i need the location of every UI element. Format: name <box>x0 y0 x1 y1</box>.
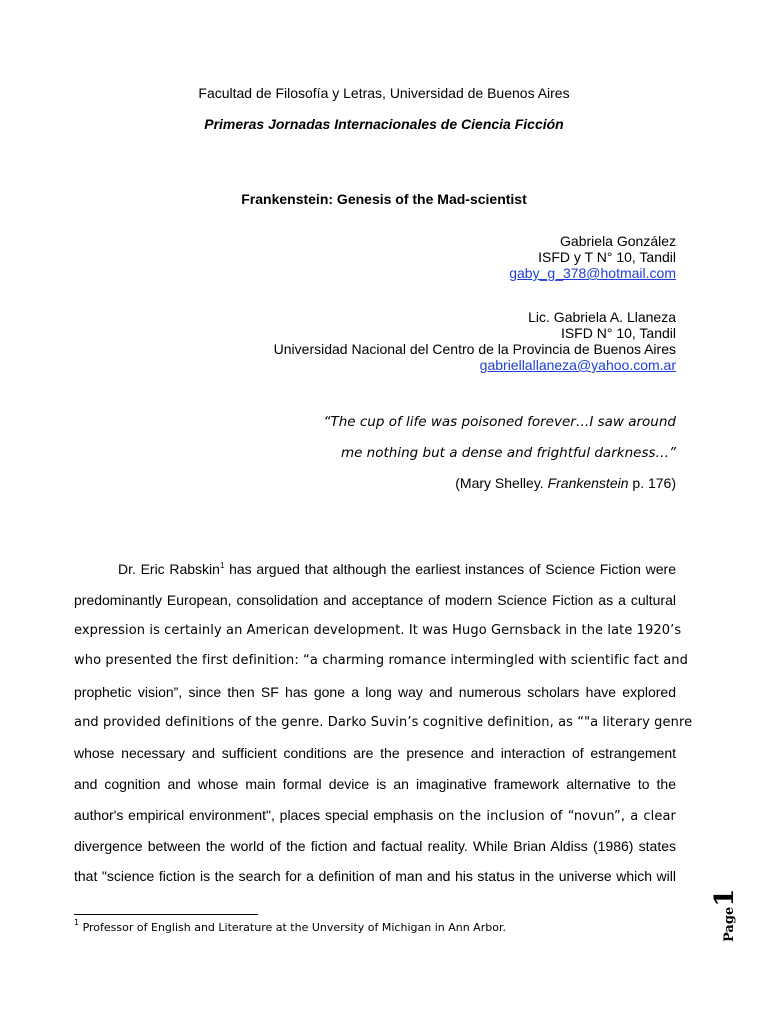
epigraph-line-2: me nothing but a dense and frightful darkness…” <box>340 445 676 461</box>
footnote-ref: 1 <box>219 561 225 570</box>
body-line-7: whose necessary and sufficient conditions are the presence and interaction of estrangement <box>74 745 676 761</box>
footnote <box>74 918 506 934</box>
body-line-9-start: author's empirical environment", places special emphasis <box>74 807 439 823</box>
author-block-1 <box>509 233 676 281</box>
body-line-1 <box>74 559 676 579</box>
page-number: 1 <box>710 888 740 907</box>
paper-title: Frankenstein: Genesis of the Mad-scientist <box>241 191 527 207</box>
epigraph-citation <box>455 475 676 491</box>
body-line-8: and cognition and whose main formal device is an imaginative framework alternative to the <box>74 776 676 792</box>
page-word: Page <box>722 906 737 942</box>
body-line-9 <box>74 805 676 825</box>
footnote-text: Professor of English and Literature at the Unversity of Michigan in Ann Arbor. <box>79 921 506 934</box>
event-heading: Primeras Jornadas Internacionales de Ciencia Ficción <box>204 116 564 132</box>
epigraph-line-1: “The cup of life was poisoned forever…I saw around <box>323 414 676 430</box>
author-1-name: Gabriela González <box>560 233 676 249</box>
footnote-divider <box>74 914 258 915</box>
footnote-marker: 1 <box>74 918 80 927</box>
body-line-9-end: on the inclusion of “novun”, a clear <box>438 809 676 824</box>
citation-page: p. 176) <box>628 475 676 491</box>
author-2-affiliation: ISFD N° 10, Tandil <box>560 325 676 341</box>
author-block-2 <box>274 309 676 373</box>
citation-author: (Mary Shelley. <box>455 475 548 491</box>
author-2-university: Universidad Nacional del Centro de la Provincia de Buenos Aires <box>273 341 676 357</box>
body-line-4: who presented the first definition: “a charming romance intermingled with scientific fact and <box>74 653 688 668</box>
author-1-affiliation: ISFD y T N° 10, Tandil <box>538 249 676 265</box>
author-2-name: Lic. Gabriela A. Llaneza <box>528 309 676 325</box>
body-line-5: prophetic vision”, since then SF has gone a long way and numerous scholars have explored <box>74 684 676 700</box>
body-line-10: divergence between the world of the fiction and factual reality. While Brian Aldiss (1986) states <box>74 838 676 854</box>
author-2-email-link[interactable]: gabriellallaneza@yahoo.com.ar <box>479 357 676 373</box>
body-line-3: expression is certainly an American development. It was Hugo Gernsback in the late 1920’s <box>74 623 682 638</box>
body-line-1-start: Dr. Eric Rabskin <box>118 561 220 577</box>
body-line-11: that "science fiction is the search for a definition of man and his status in the universe which will <box>74 868 676 884</box>
body-line-1-end: has argued that although the earliest instances of Science Fiction were <box>224 561 676 577</box>
citation-work: Frankenstein <box>547 475 629 491</box>
body-line-6: and provided definitions of the genre. Darko Suvin’s cognitive definition, as “"a literary genre <box>74 715 693 730</box>
body-line-2: predominantly European, consolidation and acceptance of modern Science Fiction as a cultural <box>74 592 676 608</box>
page-number-label <box>710 882 750 942</box>
author-1-email-link[interactable]: gaby_g_378@hotmail.com <box>509 265 676 281</box>
institution-heading: Facultad de Filosofía y Letras, Universidad de Buenos Aires <box>198 85 570 101</box>
